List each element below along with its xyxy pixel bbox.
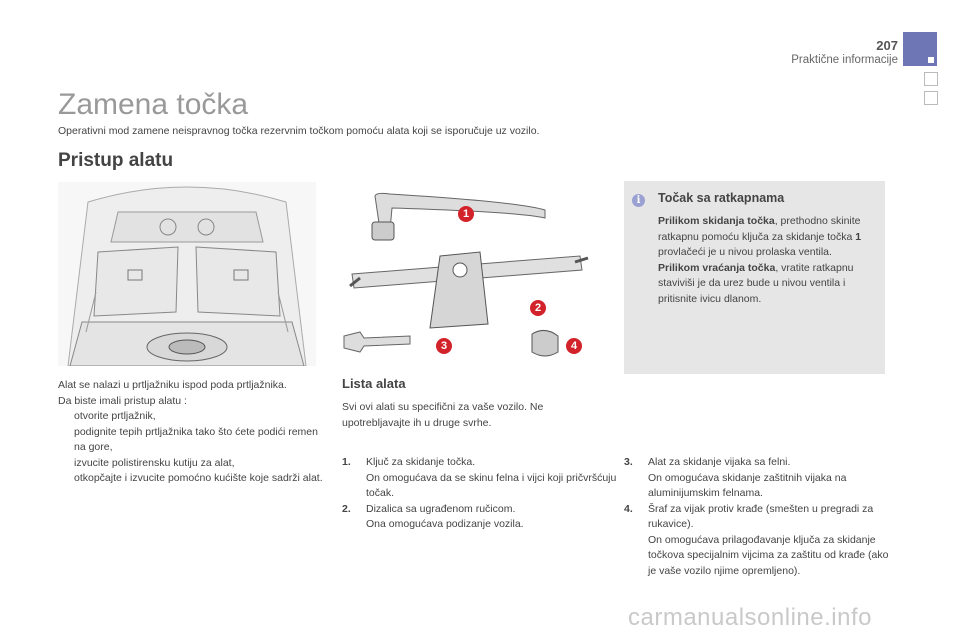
chapter-tab[interactable] bbox=[924, 91, 938, 105]
tool-list-item: 4. Šraf za vijak protiv krađe (smešten u pregradi za rukavice). On omogućava prilagođavanje ključa za skidanje točkova specijalnim vijcima za zaštitu od krađe (ako je vaše vozilo njime opremljeno). bbox=[624, 502, 889, 577]
tool-list-column bbox=[342, 455, 617, 533]
bullet-item: podignite tepih prtljažnika tako što ćete podići remen na gore, bbox=[58, 425, 328, 456]
access-line: Alat se nalazi u prtljažniku ispod poda prtljažnika. bbox=[58, 379, 287, 391]
chapter-tab-active[interactable] bbox=[903, 32, 937, 66]
callout-badge-3: 3 bbox=[436, 338, 452, 354]
callout-badge-4: 4 bbox=[566, 338, 582, 354]
tool-list-item: 3. Alat za skidanje vijaka sa felni. On omogućava skidanje zaštitnih vijaka na aluminijumskim felnama. bbox=[624, 456, 847, 499]
info-icon: i bbox=[632, 194, 645, 207]
tool-list-heading: Lista alata bbox=[342, 376, 406, 391]
info-title: Točak sa ratkapnama bbox=[658, 191, 785, 205]
info-text: Prilikom skidanja točka, prethodno skinite ratkapnu pomoću ključa za skidanje točka 1 provlačeći je u nivou prolaska ventila. Prilikom vraćanja točka, vratite ratkapnu staviviši je da urez bude u nivou ventila i pritisnite ivicu dlanom. bbox=[658, 215, 862, 305]
tool-list-intro: Svi ovi alati su specifični za vaše vozilo. Ne upotrebljavajte ih u druge svrhe. bbox=[342, 401, 544, 429]
page-number: 207 bbox=[876, 38, 898, 53]
bullet-marker bbox=[58, 471, 74, 487]
section-heading: Pristup alatu bbox=[58, 150, 174, 171]
tool-list-item: 2. Dizalica sa ugrađenom ručicom. Ona omogućava podizanje vozila. bbox=[342, 502, 524, 530]
tools-illustration bbox=[330, 186, 598, 368]
bullet-marker bbox=[58, 425, 74, 456]
callout-badge-2: 2 bbox=[530, 300, 546, 316]
tool-list-column bbox=[624, 455, 889, 579]
section-name: Praktične informacije bbox=[791, 54, 898, 66]
access-instructions bbox=[58, 378, 328, 487]
bullet-item: otkopčajte i izvucite pomoćno kućište koje sadrži alat. bbox=[58, 471, 328, 487]
intro-text: Operativni mod zamene neispravnog točka rezervnim točkom pomoću alata koji se isporučuje uz vozilo. bbox=[58, 125, 540, 137]
bullet-marker bbox=[58, 456, 74, 472]
bullet-item: izvucite polistirensku kutiju za alat, bbox=[58, 456, 328, 472]
bullet-marker bbox=[58, 409, 74, 425]
access-line: Da biste imali pristup alatu : bbox=[58, 394, 187, 407]
callout-badge-1: 1 bbox=[458, 206, 474, 222]
tool-list-item: 1. Ključ za skidanje točka. On omogućava da se skinu felna i vijci koji pričvršćuju točak. bbox=[342, 456, 617, 499]
bullet-item: otvorite prtljažnik, bbox=[58, 409, 328, 425]
watermark: carmanualsonline.info bbox=[628, 604, 872, 631]
chapter-tab[interactable] bbox=[924, 72, 938, 86]
page-title: Zamena točka bbox=[58, 88, 249, 121]
trunk-illustration bbox=[58, 182, 316, 366]
info-box bbox=[624, 181, 885, 374]
